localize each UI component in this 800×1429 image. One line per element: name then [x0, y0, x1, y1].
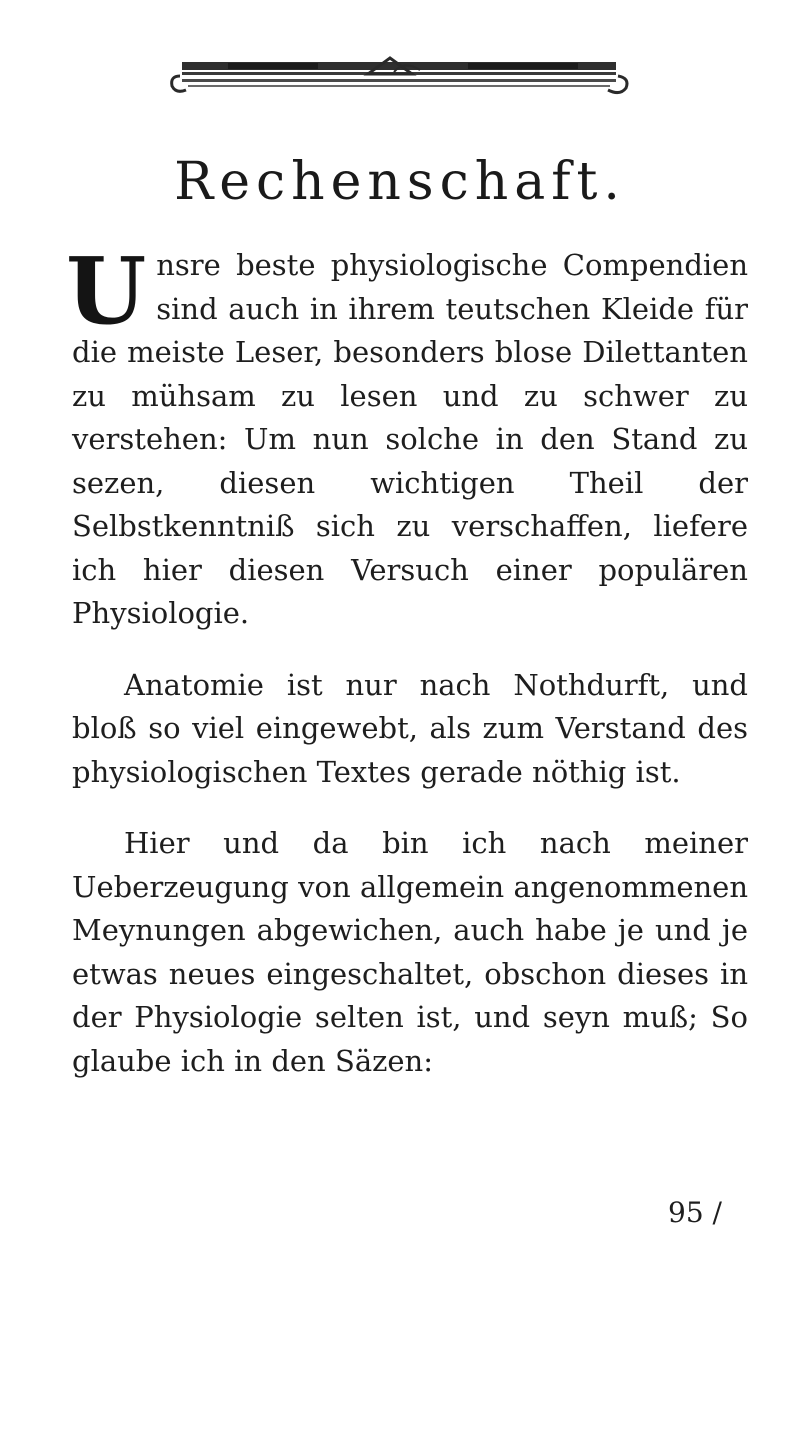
paragraph-2: Anatomie ist nur nach Nothdurft, und bloß so viel eingewebt, als zum Verstand des physiologischen Textes gerade nöthig ist.	[72, 667, 748, 789]
page-heading: Rechenschaft.	[174, 152, 626, 212]
paragraph-1	[66, 237, 748, 636]
body-text	[66, 237, 748, 1083]
catchword: 95 /	[668, 1196, 722, 1229]
paragraph-1-text: nsre beste physiologische Compendien sind auch in ihrem teutschen Kleide für die meiste Leser, besonders blose Dilettanten zu mühsam zu lesen und zu schwer zu verstehen: Um nun solche in den Stand zu sezen, diesen wichtigen Theil der Selbstkenntniß sich zu verschaffen, liefere ich hier diesen Versuch einer populären Physiologie.	[72, 248, 748, 630]
drop-cap: U	[66, 237, 147, 345]
paragraph-3: Hier und da bin ich nach meiner Ueberzeugung von allgemein angenommenen Meynungen abgewichen, auch habe je und je etwas neues eingeschaltet, obschon dieses in der Physiologie selten ist, und seyn muß; So glaube ich in den Säzen:	[72, 826, 748, 1078]
header-ornament	[168, 52, 630, 102]
